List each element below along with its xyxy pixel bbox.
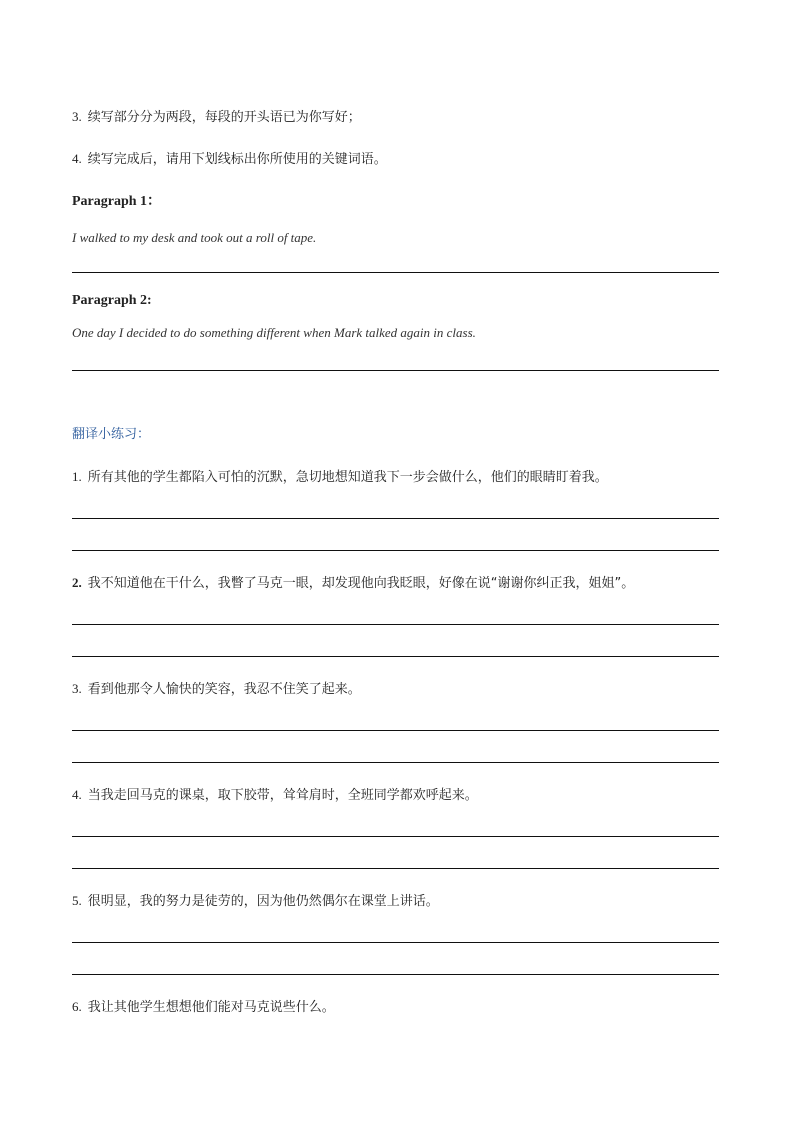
writing-line[interactable] xyxy=(72,762,719,763)
item-number: 4. xyxy=(72,787,82,802)
instruction-item-4 xyxy=(72,150,387,169)
writing-line[interactable] xyxy=(72,272,719,273)
translation-item-2 xyxy=(72,574,634,593)
item-number: 1. xyxy=(72,469,82,484)
writing-line[interactable] xyxy=(72,868,719,869)
translation-item-1 xyxy=(72,468,608,487)
item-text: 我不知道他在干什么，我瞥了马克一眼，却发现他向我眨眼，好像在说“谢谢你纠正我，姐姐”。 xyxy=(87,576,635,591)
writing-line[interactable] xyxy=(72,730,719,731)
paragraph-2-label: Paragraph 2: xyxy=(72,293,152,308)
translation-heading: 翻译小练习： xyxy=(72,427,151,442)
item-text: 很明显，我的努力是徒劳的，因为他仍然偶尔在课堂上讲话。 xyxy=(87,894,439,909)
paragraph-2-opening: One day I decided to do something different when Mark talked again in class. xyxy=(72,325,476,340)
writing-line[interactable] xyxy=(72,836,719,837)
item-number: 5. xyxy=(72,893,82,908)
writing-line[interactable] xyxy=(72,550,719,551)
item-text: 我让其他学生想想他们能对马克说些什么。 xyxy=(87,1000,335,1015)
instruction-text: 续写部分分为两段，每段的开头语已为你写好； xyxy=(87,110,361,125)
translation-item-5 xyxy=(72,892,439,911)
translation-item-4 xyxy=(72,786,478,805)
item-number: 2. xyxy=(72,575,82,590)
instruction-number: 3. xyxy=(72,109,82,124)
paragraph-1-opening: I walked to my desk and took out a roll of tape. xyxy=(72,230,317,245)
translation-item-6 xyxy=(72,998,335,1017)
writing-line[interactable] xyxy=(72,518,719,519)
writing-line[interactable] xyxy=(72,370,719,371)
item-text: 当我走回马克的课桌，取下胶带，耸耸肩时，全班同学都欢呼起来。 xyxy=(87,788,478,803)
translation-item-3 xyxy=(72,680,361,699)
item-text: 看到他那令人愉快的笑容，我忍不住笑了起来。 xyxy=(87,682,361,697)
instruction-text: 续写完成后，请用下划线标出你所使用的关键词语。 xyxy=(87,152,387,167)
instruction-number: 4. xyxy=(72,151,82,166)
item-number: 3. xyxy=(72,681,82,696)
item-number: 6. xyxy=(72,999,82,1014)
writing-line[interactable] xyxy=(72,656,719,657)
writing-line[interactable] xyxy=(72,942,719,943)
paragraph-1-label: Paragraph 1： xyxy=(72,194,162,209)
writing-line[interactable] xyxy=(72,624,719,625)
item-text: 所有其他的学生都陷入可怕的沉默，急切地想知道我下一步会做什么，他们的眼睛盯着我。 xyxy=(87,470,608,485)
instruction-item-3 xyxy=(72,108,361,127)
writing-line[interactable] xyxy=(72,974,719,975)
